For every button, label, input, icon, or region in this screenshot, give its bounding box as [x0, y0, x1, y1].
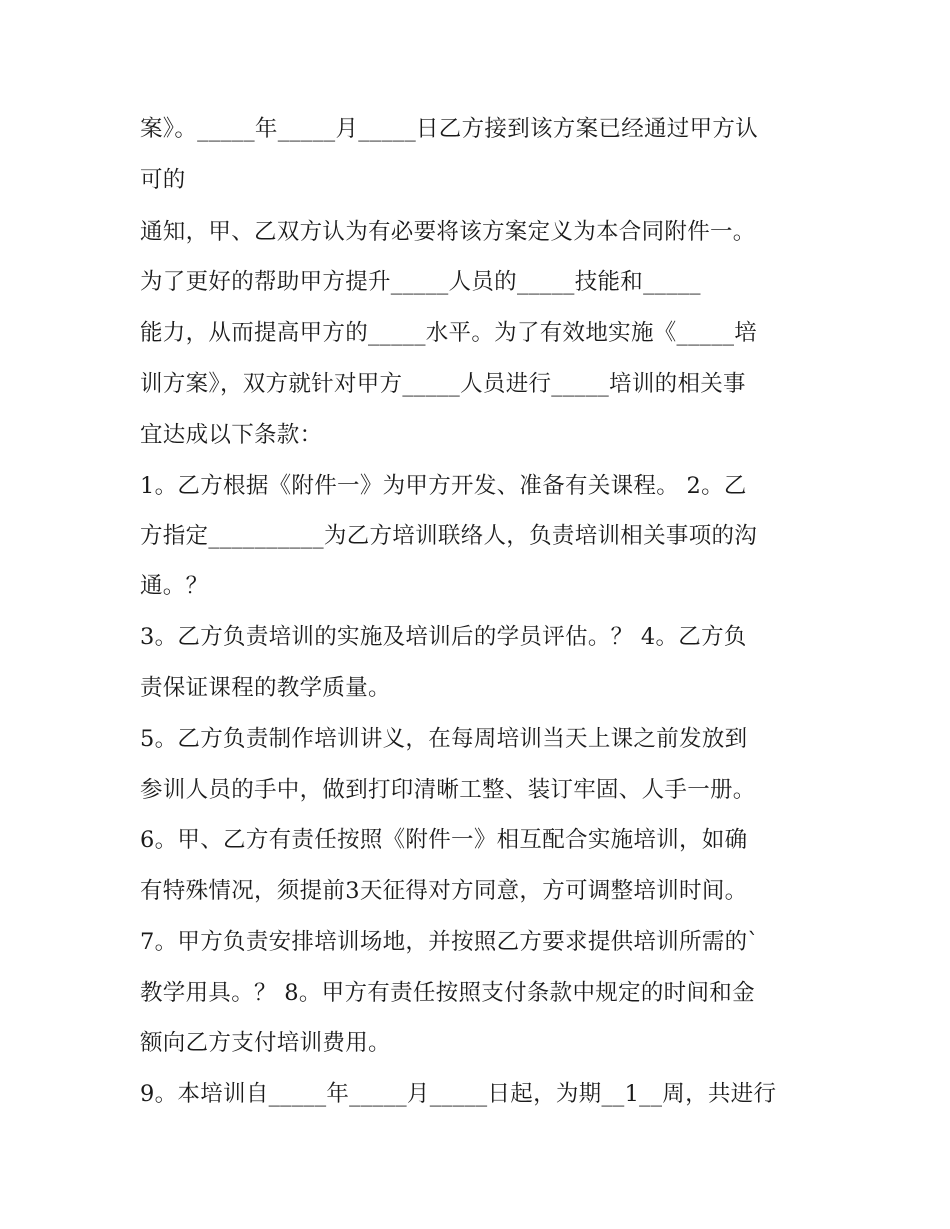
text-line: 1。乙方根据《附件一》为甲方开发、准备有关课程。 2。乙 — [140, 473, 747, 499]
text-line: 训方案》，双方就针对甲方_____人员进行_____培训的相关事 — [140, 371, 746, 397]
text-line: 责保证课程的教学质量。 — [140, 675, 391, 701]
text-line: 参训人员的手中，做到打印清晰工整、装订牢固、人手一册。 — [140, 777, 756, 803]
text-line: 6。甲、乙方有责任按照《附件一》相互配合实施培训，如确 — [140, 827, 748, 853]
text-line: 方指定__________为乙方培训联络人，负责培训相关事项的沟 — [140, 523, 758, 549]
text-line: 案》。_____年_____月_____日乙方接到该方案已经通过甲方认 — [140, 116, 759, 142]
text-line: 通。？ — [140, 573, 209, 599]
text-line: 为了更好的帮助甲方提升_____人员的_____技能和_____ — [140, 269, 701, 295]
text-line: 5。乙方负责制作培训讲义，在每周培训当天上课之前发放到 — [140, 726, 748, 752]
text-line: 9。本培训自_____年_____月_____日起，为期__1__周，共进行 — [140, 1081, 777, 1107]
text-line: 有特殊情况，须提前3天征得对方同意，方可调整培训时间。 — [140, 878, 748, 904]
text-line: 宜达成以下条款： — [140, 422, 323, 448]
text-line: 通知，甲、乙双方认为有必要将该方案定义为本合同附件一。 — [140, 219, 756, 245]
text-line: 额向乙方支付培训费用。 — [140, 1030, 391, 1056]
text-line: 7。甲方负责安排培训场地，并按照乙方要求提供培训所需的` — [140, 929, 759, 955]
text-line: 可的 — [140, 167, 186, 193]
text-line: 能力，从而提高甲方的_____水平。为了有效地实施《_____培 — [140, 320, 758, 346]
text-line: 3。乙方负责培训的实施及培训后的学员评估。？ 4。乙方负 — [140, 624, 747, 650]
text-line: 教学用具。？ 8。甲方有责任按照支付条款中规定的时间和金 — [140, 980, 755, 1006]
